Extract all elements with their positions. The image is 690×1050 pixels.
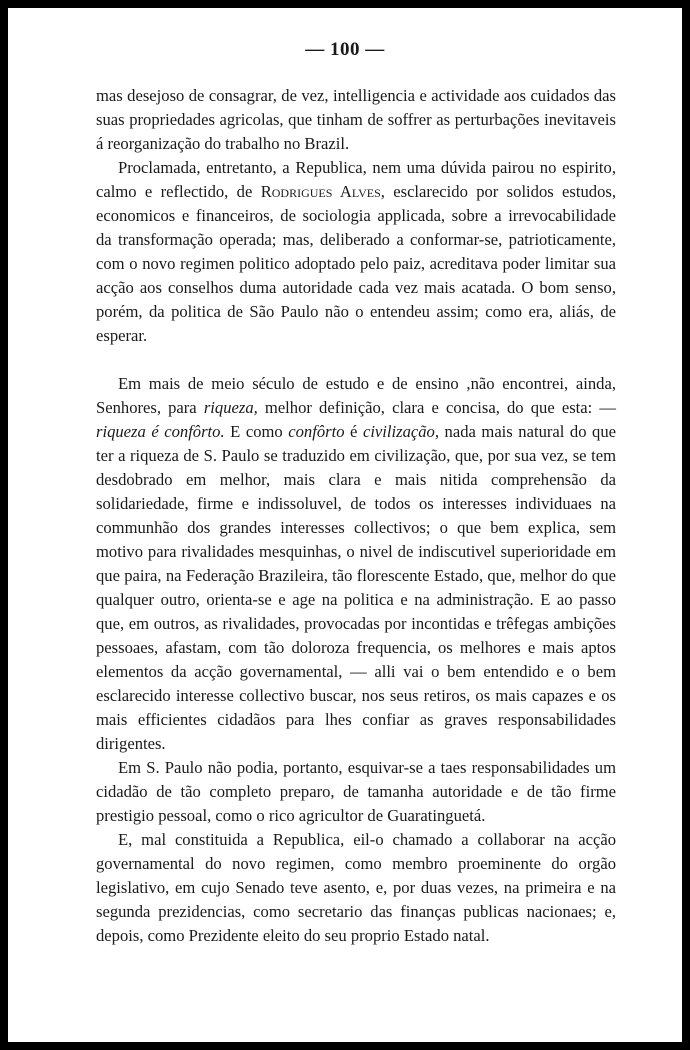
paragraph-text: Em mais de meio século de estudo e de ensino ,não encontrei, ainda, Senhores, para [96,374,616,417]
paragraph-text: E, mal constituida a Republica, eil-o chamado a collaborar na acção governamental do novo regimen, como membro proeminente do orgão legislativo, em cujo Senado teve asento, e, por duas vezes, na primeira e na segunda prezidencias, como secretario das finanças publicas nacionaes; e, depois, como Prezidente eleito do seu proprio Estado natal. [96,830,616,945]
paragraph-text: nada mais natural do que ter a riqueza de S. Paulo se traduzido em civilização, que, por sua vez, se tem desdobrado em melhor, mais clara e mais nitida comprehensão da solidariedade, firme e indissoluvel, de todos os interesses individuaes na communhão dos grandes interesses collectivos; o que bem explica, sem motivo para rivalidades mesquinhas, o nivel de indiscutivel superioridade em que paira, na Federação Brazileira, tão florescente Estado, que, melhor do que qualquer outro, orienta-se e age na politica e na administração. E ao passo que, em outros, as rivalidades, provocadas por incontidas e trêfegas ambições pessoaes, afastam, com tão doloroza frequencia, os melhores e mais aptos elementos da acção governamental, — alli vai o bem entendido e o bem esclarecido interesse collectivo buscar, nos seus retiros, os mais capazes e os mais efficientes cidadãos para lhes confiar as graves responsabilidades dirigentes. [96,422,617,753]
paragraph-text: , esclarecido por solidos estudos, economicos e financeiros, de sociologia applicada, sobre a irrevocabilidade da transformação operada; mas, deliberado a conformar-se, patrioticamente, com o novo regimen politico adoptado pelo paiz, acreditava poder limitar sua acção aos conselhos duma autoridade cada vez mais acatada. O bom senso, porém, da politica de São Paulo não o entendeu assim; como era, aliás, de esperar. [96,182,616,345]
paragraph-text: é [344,422,363,441]
paragraph-1 [96,84,616,156]
paragraph-4 [96,756,616,828]
emphasis-text: riqueza é confôrto. [96,422,225,441]
paragraph-5 [96,828,616,948]
page-number: — 100 — [305,39,385,60]
person-name: Rodrigues Alves [260,182,381,201]
emphasis-text: riqueza, [203,398,258,417]
paragraph-2 [96,156,616,348]
emphasis-text: confôrto [288,422,345,441]
body-text [96,84,616,948]
paragraph-3 [96,372,616,756]
paragraph-text: E como [224,422,289,441]
paragraph-text: Em S. Paulo não podia, portanto, esquivar-se a taes responsabilidades um cidadão de tão completo preparo, de tamanha autoridade e de tão firme prestigio pessoal, como o rico agricultor de Guaratinguetá. [96,758,616,825]
paragraph-text: melhor definição, clara e concisa, do que esta: — [257,398,616,417]
emphasis-text: civilização, [362,422,439,441]
book-page [8,8,682,1042]
paragraph-text: mas desejoso de consagrar, de vez, intelligencia e actividade aos cuidados das suas propriedades agricolas, que tinham de soffrer as perturbações inevitaveis á reorganização do trabalho no Brazil. [96,86,616,153]
paragraph-text: Proclamada, entretanto, a Republica, nem uma dúvida pairou no espirito, calmo e reflectido, de [96,158,616,201]
